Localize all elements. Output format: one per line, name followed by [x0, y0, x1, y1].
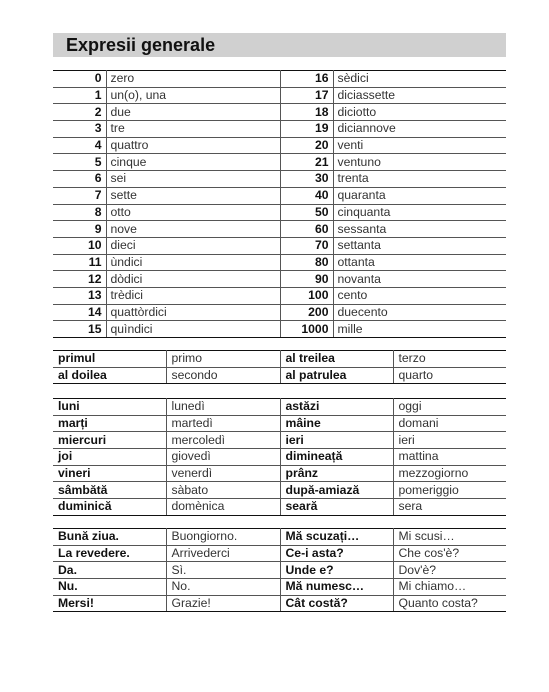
number-word-cell: diciannove — [333, 121, 506, 138]
romanian-term: ieri — [280, 432, 393, 449]
table-row — [53, 154, 506, 171]
italian-term: mercoledì — [166, 432, 280, 449]
romanian-term: Bună ziua. — [53, 529, 166, 546]
italian-term: primo — [166, 351, 280, 368]
table-row — [53, 415, 506, 432]
romanian-term: seară — [280, 499, 393, 516]
number-word-cell: trèdici — [106, 287, 280, 304]
romanian-term: Da. — [53, 562, 166, 579]
number-cell: 1 — [53, 87, 106, 104]
table-row — [53, 399, 506, 416]
number-cell: 50 — [280, 204, 333, 221]
table-row — [53, 237, 506, 254]
number-cell: 60 — [280, 221, 333, 238]
table-row — [53, 482, 506, 499]
number-word-cell: trenta — [333, 171, 506, 188]
table-row — [53, 351, 506, 368]
number-word-cell: venti — [333, 137, 506, 154]
table-row — [53, 545, 506, 562]
number-cell: 80 — [280, 254, 333, 271]
number-cell: 1000 — [280, 321, 333, 338]
number-word-cell: sei — [106, 171, 280, 188]
number-word-cell: quattro — [106, 137, 280, 154]
italian-term: giovedì — [166, 449, 280, 466]
table-row — [53, 579, 506, 596]
romanian-term: primul — [53, 351, 166, 368]
italian-term: terzo — [393, 351, 506, 368]
italian-term: Buongiorno. — [166, 529, 280, 546]
number-word-cell: novanta — [333, 271, 506, 288]
table-row — [53, 171, 506, 188]
romanian-term: Mă scuzați… — [280, 529, 393, 546]
italian-term: domani — [393, 415, 506, 432]
italian-term: sera — [393, 499, 506, 516]
number-cell: 30 — [280, 171, 333, 188]
romanian-term: astăzi — [280, 399, 393, 416]
romanian-term: prânz — [280, 465, 393, 482]
number-word-cell: sèdici — [333, 71, 506, 88]
phrases-table — [53, 528, 506, 612]
number-word-cell: cinque — [106, 154, 280, 171]
table-row — [53, 71, 506, 88]
number-word-cell: un(o), una — [106, 87, 280, 104]
number-cell: 16 — [280, 71, 333, 88]
number-cell: 70 — [280, 237, 333, 254]
italian-term: Mi chiamo… — [393, 579, 506, 596]
number-word-cell: sette — [106, 187, 280, 204]
table-row — [53, 187, 506, 204]
table-row — [53, 562, 506, 579]
romanian-term: luni — [53, 399, 166, 416]
table-row — [53, 595, 506, 612]
romanian-term: al treilea — [280, 351, 393, 368]
number-word-cell: cinquanta — [333, 204, 506, 221]
number-cell: 19 — [280, 121, 333, 138]
italian-term: mattina — [393, 449, 506, 466]
number-word-cell: cento — [333, 287, 506, 304]
table-row — [53, 104, 506, 121]
table-row — [53, 432, 506, 449]
number-word-cell: mille — [333, 321, 506, 338]
number-word-cell: duecento — [333, 304, 506, 321]
number-cell: 9 — [53, 221, 106, 238]
number-word-cell: quìndici — [106, 321, 280, 338]
number-word-cell: dieci — [106, 237, 280, 254]
number-cell: 7 — [53, 187, 106, 204]
italian-term: Quanto costa? — [393, 595, 506, 612]
number-cell: 4 — [53, 137, 106, 154]
romanian-term: marți — [53, 415, 166, 432]
number-word-cell: diciassette — [333, 87, 506, 104]
number-cell: 40 — [280, 187, 333, 204]
number-cell: 15 — [53, 321, 106, 338]
table-row — [53, 254, 506, 271]
number-word-cell: otto — [106, 204, 280, 221]
number-word-cell: quattòrdici — [106, 304, 280, 321]
romanian-term: după-amiază — [280, 482, 393, 499]
table-row — [53, 221, 506, 238]
number-word-cell: sessanta — [333, 221, 506, 238]
romanian-term: Unde e? — [280, 562, 393, 579]
numbers-table — [53, 70, 506, 338]
italian-term: Dov'è? — [393, 562, 506, 579]
table-row — [53, 465, 506, 482]
romanian-term: duminică — [53, 499, 166, 516]
number-word-cell: due — [106, 104, 280, 121]
romanian-term: sâmbătă — [53, 482, 166, 499]
number-word-cell: ùndici — [106, 254, 280, 271]
italian-term: sàbato — [166, 482, 280, 499]
romanian-term: al doilea — [53, 367, 166, 384]
italian-term: oggi — [393, 399, 506, 416]
table-row — [53, 449, 506, 466]
table-row — [53, 499, 506, 516]
number-cell: 21 — [280, 154, 333, 171]
number-cell: 14 — [53, 304, 106, 321]
italian-term: martedì — [166, 415, 280, 432]
number-cell: 20 — [280, 137, 333, 154]
number-cell: 90 — [280, 271, 333, 288]
italian-term: lunedì — [166, 399, 280, 416]
italian-term: secondo — [166, 367, 280, 384]
table-row — [53, 271, 506, 288]
romanian-term: Nu. — [53, 579, 166, 596]
number-cell: 5 — [53, 154, 106, 171]
number-cell: 11 — [53, 254, 106, 271]
table-row — [53, 87, 506, 104]
table-row — [53, 137, 506, 154]
italian-term: domènica — [166, 499, 280, 516]
number-word-cell: quaranta — [333, 187, 506, 204]
number-word-cell: settanta — [333, 237, 506, 254]
table-row — [53, 529, 506, 546]
romanian-term: al patrulea — [280, 367, 393, 384]
italian-term: venerdì — [166, 465, 280, 482]
number-word-cell: diciotto — [333, 104, 506, 121]
romanian-term: Cât costă? — [280, 595, 393, 612]
italian-term: mezzogiorno — [393, 465, 506, 482]
italian-term: Arrivederci — [166, 545, 280, 562]
number-cell: 8 — [53, 204, 106, 221]
italian-term: Mi scusi… — [393, 529, 506, 546]
italian-term: Sì. — [166, 562, 280, 579]
italian-term: quarto — [393, 367, 506, 384]
romanian-term: Mă numesc… — [280, 579, 393, 596]
table-row — [53, 367, 506, 384]
italian-term: No. — [166, 579, 280, 596]
page-title: Expresii generale — [66, 35, 216, 55]
number-word-cell: tre — [106, 121, 280, 138]
romanian-term: Mersi! — [53, 595, 166, 612]
title-bar — [53, 33, 506, 57]
romanian-term: joi — [53, 449, 166, 466]
number-word-cell: zero — [106, 71, 280, 88]
number-cell: 200 — [280, 304, 333, 321]
number-cell: 6 — [53, 171, 106, 188]
romanian-term: La revedere. — [53, 545, 166, 562]
number-cell: 0 — [53, 71, 106, 88]
number-cell: 12 — [53, 271, 106, 288]
romanian-term: vineri — [53, 465, 166, 482]
days-table — [53, 398, 506, 516]
romanian-term: dimineață — [280, 449, 393, 466]
number-word-cell: nove — [106, 221, 280, 238]
number-cell: 2 — [53, 104, 106, 121]
number-cell: 13 — [53, 287, 106, 304]
number-word-cell: ottanta — [333, 254, 506, 271]
number-cell: 18 — [280, 104, 333, 121]
number-cell: 17 — [280, 87, 333, 104]
romanian-term: mâine — [280, 415, 393, 432]
italian-term: pomeriggio — [393, 482, 506, 499]
table-row — [53, 204, 506, 221]
number-cell: 3 — [53, 121, 106, 138]
number-cell: 100 — [280, 287, 333, 304]
table-row — [53, 321, 506, 338]
number-word-cell: dòdici — [106, 271, 280, 288]
romanian-term: Ce-i asta? — [280, 545, 393, 562]
table-row — [53, 121, 506, 138]
italian-term: Grazie! — [166, 595, 280, 612]
ordinals-table — [53, 350, 506, 384]
table-row — [53, 287, 506, 304]
number-word-cell: ventuno — [333, 154, 506, 171]
italian-term: ieri — [393, 432, 506, 449]
romanian-term: miercuri — [53, 432, 166, 449]
italian-term: Che cos'è? — [393, 545, 506, 562]
table-row — [53, 304, 506, 321]
number-cell: 10 — [53, 237, 106, 254]
